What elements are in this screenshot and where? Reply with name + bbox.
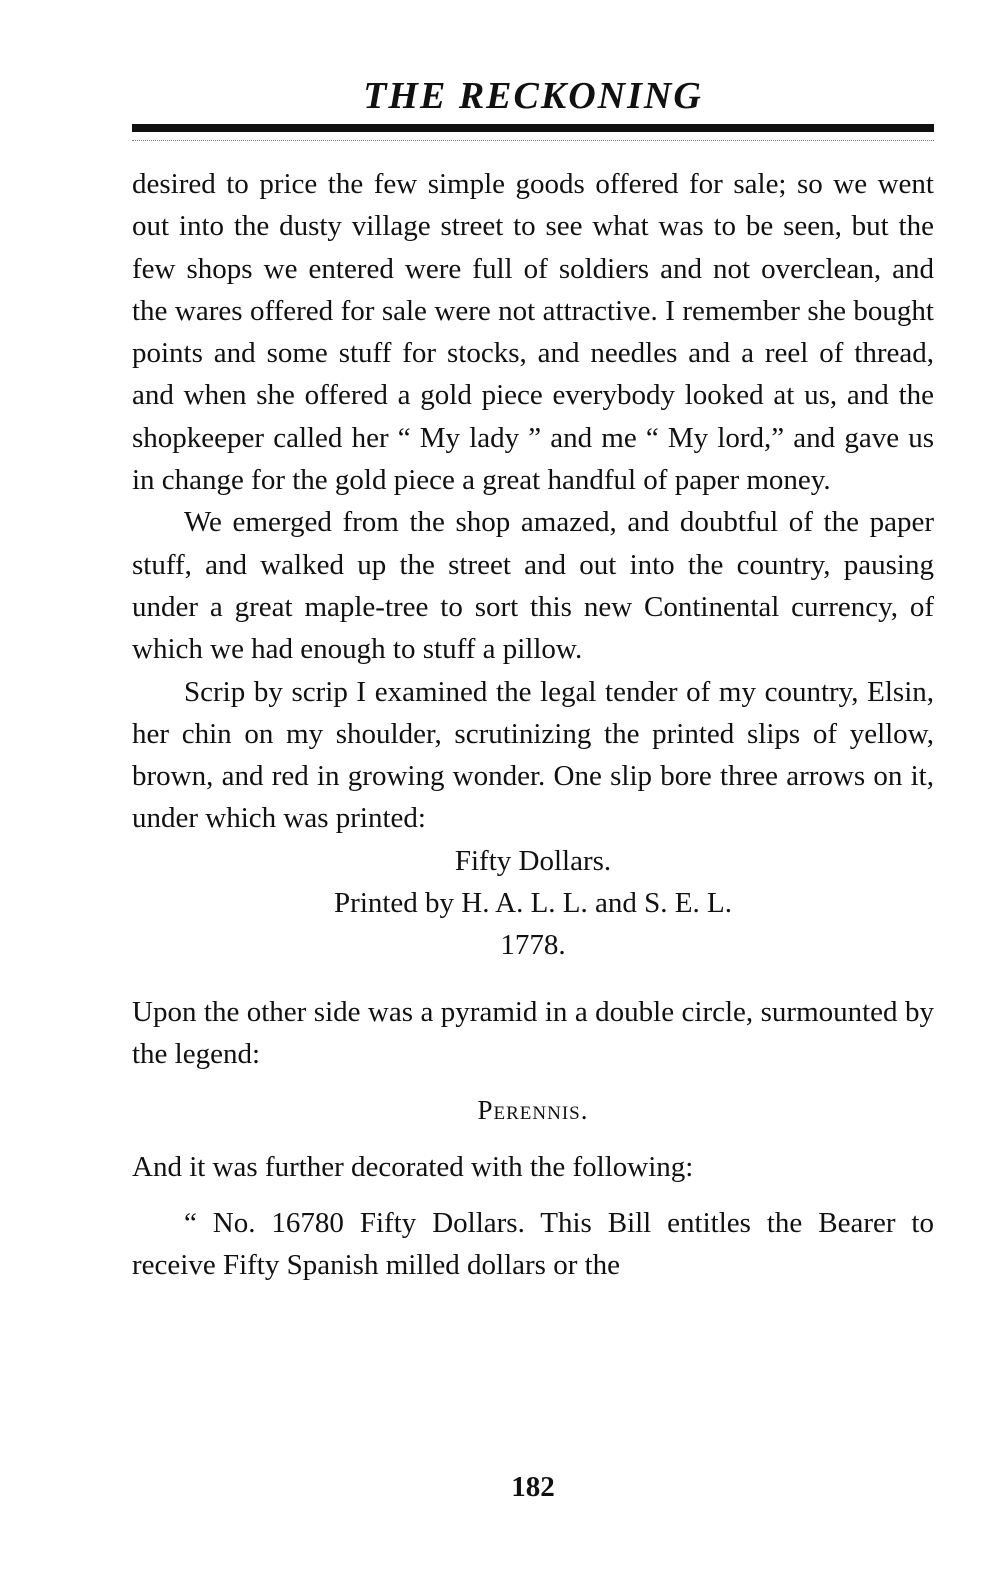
header-rule-thick xyxy=(132,124,934,132)
running-title: THE RECKONING xyxy=(363,75,703,117)
paragraph-2: We emerged from the shop amazed, and doubtful of the paper stuff, and walked up the street and out into the country, pausing under a great maple-tree to sort this new Continental currency, of which we had enough to stuff a pillow. xyxy=(132,506,934,666)
spacer xyxy=(132,1188,934,1202)
bill-legend: Perennis. xyxy=(477,1095,589,1126)
paragraph-3: Scrip by scrip I examined the legal tender of my country, Elsin, her chin on my shoulder, scrutinizing the printed slips of yellow, brown, and red in growing wonder. One slip bore three arrows on it, under which was printed: xyxy=(132,675,934,835)
bill-printer: Printed by H. A. L. L. and S. E. L. xyxy=(334,887,732,920)
bill-quote: “ No. 16780 Fifty Dollars. This Bill entitles the Bearer to receive Fifty Spanish milled dollars or the xyxy=(132,1206,934,1282)
bill-denomination: Fifty Dollars. xyxy=(454,844,612,877)
bill-year: 1778. xyxy=(500,929,566,962)
header-rule-thin xyxy=(132,140,934,141)
spacer xyxy=(132,1075,934,1089)
bill-front-text xyxy=(132,840,934,967)
spacer xyxy=(132,1132,934,1146)
paragraph-4: Upon the other side was a pyramid in a double circle, surmounted by the legend: xyxy=(132,995,934,1070)
spacer xyxy=(132,967,934,991)
page-number: 182 xyxy=(511,1471,555,1503)
body-text xyxy=(132,163,934,1286)
paragraph-1: desired to price the few simple goods offered for sale; so we went out into the dusty village street to see what was to be seen, but the few shops we entered were full of soldiers and not overclean, and the wares offered for sale were not attractive. I remember she bought points and some stuff for stocks, and needles and a reel of thread, and when she offered a gold piece everybody looked at us, and the shopkeeper called her “ My lady ” and me “ My lord,” and gave us in change for the gold piece a great handful of paper money. xyxy=(132,168,934,497)
paragraph-5: And it was further decorated with the following: xyxy=(132,1150,694,1183)
book-page xyxy=(132,0,934,1576)
